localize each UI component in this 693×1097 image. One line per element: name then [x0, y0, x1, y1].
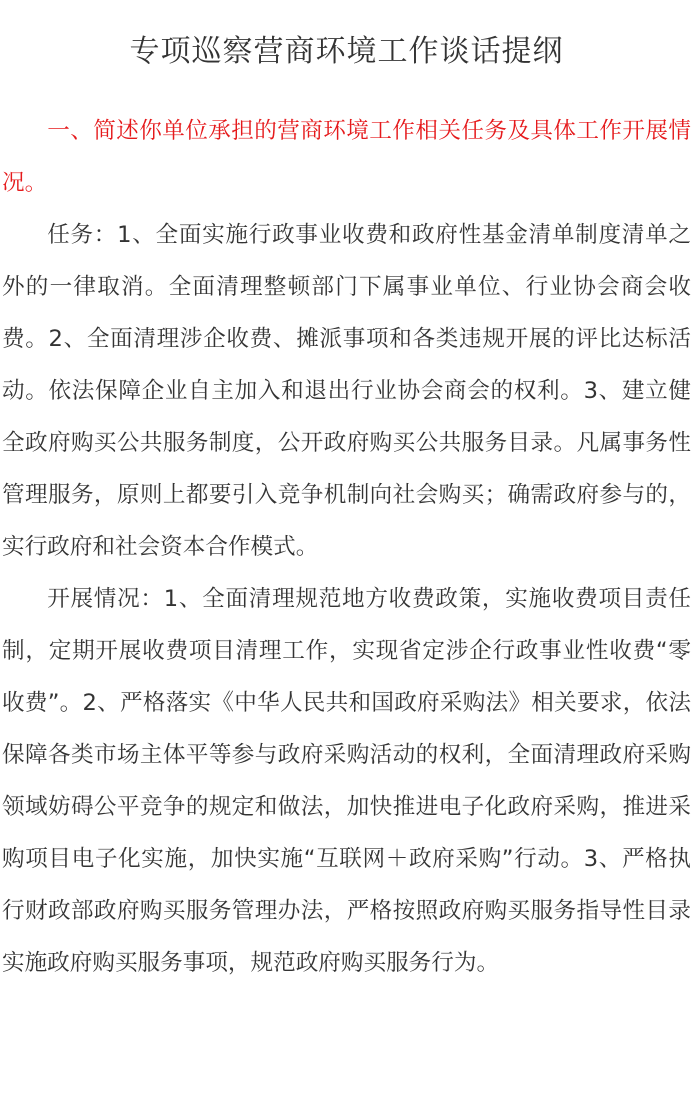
progress-paragraph: 开展情况：1、全面清理规范地方收费政策，实施收费项目责任制，定期开展收费项目清理工作，实现省定涉企行政事业性收费“零收费”。2、严格落实《中华人民共和国政府采购法》相关要求，依法保障各类市场主体平等参与政府采购活动的权利，全面清理政府采购领域妨碍公平竞争的规定和做法，加快推进电子化政府采购，推进采购项目电子化实施，加快实施“互联网＋政府采购”行动。3、严格执行财政部政府购买服务管理办法，严格按照政府购买服务指导性目录实施政府购买服务事项，规范政府购买服务行为。: [2, 586, 691, 976]
tasks-paragraph: 任务：1、全面实施行政事业收费和政府性基金清单制度清单之外的一律取消。全面清理整顿部门下属事业单位、行业协会商会收费。2、全面清理涉企收费、摊派事项和各类违规开展的评比达标活动。依法保障企业自主加入和退出行业协会商会的权利。3、建立健全政府购买公共服务制度，公开政府购买公共服务目录。凡属事务性管理服务，原则上都要引入竞争机制向社会购买；确需政府参与的，实行政府和社会资本合作模式。: [2, 222, 691, 560]
document-title: 专项巡察营商环境工作谈话提纲: [129, 34, 564, 69]
section-heading: 一、简述你单位承担的营商环境工作相关任务及具体工作开展情况。: [2, 118, 691, 196]
document-body: [2, 105, 691, 989]
